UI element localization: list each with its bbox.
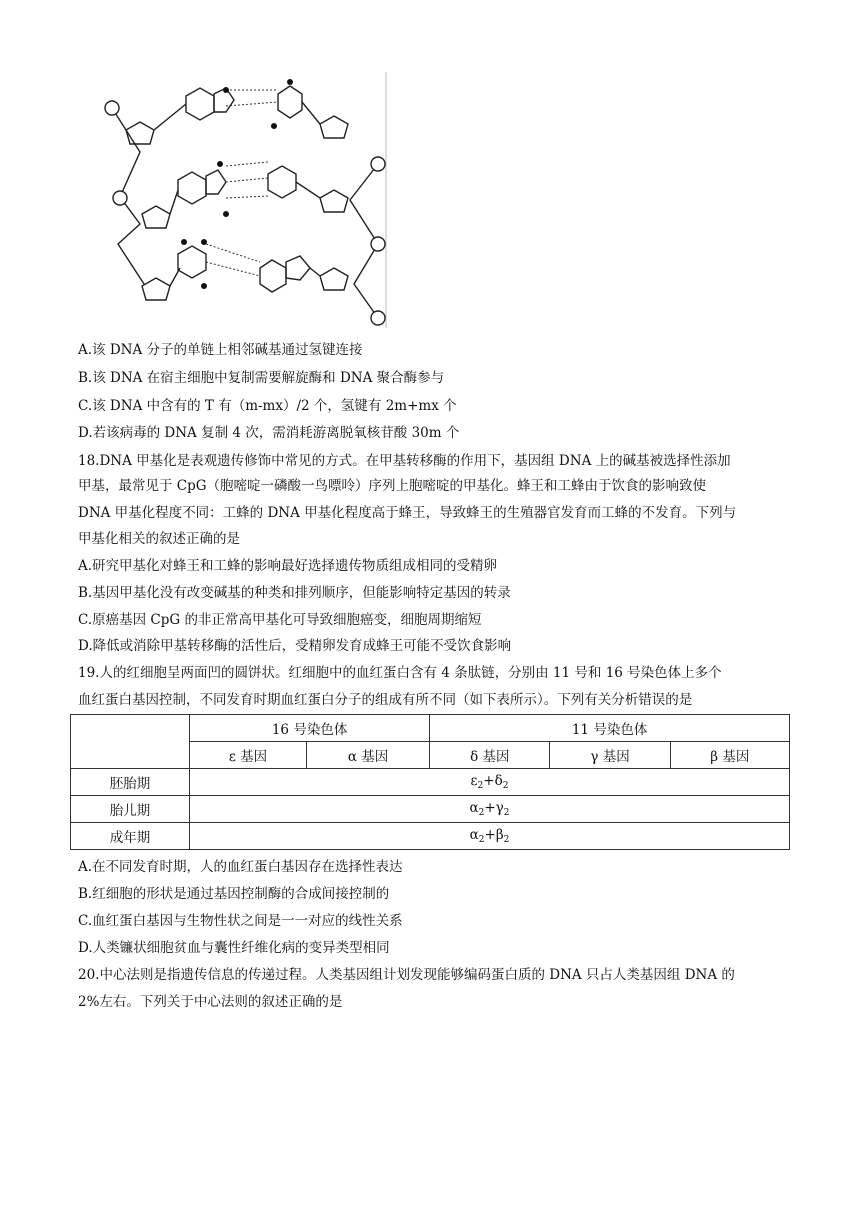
row-label-embryo: 胚胎期 xyxy=(71,769,190,796)
q19-stem-line-2: 血红蛋白基因控制，不同发育时期血红蛋白分子的组成有所不同（如下表所示）。下列有关分析错误的是 xyxy=(78,692,693,708)
q18-option-b: B.基因甲基化没有改变碱基的种类和排列顺序，但能影响特定基因的转录 xyxy=(78,585,511,601)
q20-stem-line-1: 20.中心法则是指遗传信息的传递过程。人类基因组计划发现能够编码蛋白质的 DNA 只占人类基因组 DNA 的 xyxy=(78,967,735,983)
q19-option-d: D.人类镰状细胞贫血与囊性纤维化病的变异类型相同 xyxy=(78,940,390,956)
plus: + xyxy=(484,827,496,843)
chain-sub: 2 xyxy=(477,781,484,791)
q20-stem-line-2: 2%左右。下列关于中心法则的叙述正确的是 xyxy=(78,994,343,1010)
gene-gamma: γ 基因 xyxy=(550,742,670,769)
chain-sub: 2 xyxy=(478,835,485,845)
table-corner-cell xyxy=(71,715,190,769)
table-row xyxy=(71,796,790,823)
q18-stem-line-4: 甲基化相关的叙述正确的是 xyxy=(78,531,240,547)
table-row xyxy=(71,769,790,796)
chain-a: α xyxy=(469,827,479,843)
gene-beta: β 基因 xyxy=(670,742,789,769)
chain-a: α xyxy=(469,800,479,816)
table-row xyxy=(71,823,790,850)
chain-sub: 2 xyxy=(503,835,510,845)
q19-option-c: C.血红蛋白基因与生物性状之间是一一对应的线性关系 xyxy=(78,913,403,929)
row-value-embryo xyxy=(190,769,790,796)
q19-stem-line-1: 19.人的红细胞呈两面凹的圆饼状。红细胞中的血红蛋白含有 4 条肽链，分别由 11 号和 16 号染色体上多个 xyxy=(78,665,722,681)
gene-delta: δ 基因 xyxy=(430,742,550,769)
row-label-adult: 成年期 xyxy=(71,823,190,850)
q17-option-c: C.该 DNA 中含有的 T 有（m-mx）/2 个，氢键有 2m+mx 个 xyxy=(78,398,457,414)
row-label-fetus: 胎儿期 xyxy=(71,796,190,823)
q18-stem-line-2: 甲基，最常见于 CpG（胞嘧啶一磷酸一鸟嘌呤）序列上胞嘧啶的甲基化。蜂王和工蜂由于饮食的影响致使 xyxy=(78,478,707,494)
dna-structure-figure xyxy=(100,72,390,328)
q19-option-b: B.红细胞的形状是通过基因控制酶的合成间接控制的 xyxy=(78,886,390,902)
chain-b: γ xyxy=(495,800,504,816)
q18-option-d: D.降低或消除甲基转移酶的活性后，受精卵发育成蜂王可能不受饮食影响 xyxy=(78,638,512,654)
plus: + xyxy=(484,800,496,816)
q18-stem-line-1: 18.DNA 甲基化是表观遗传修饰中常见的方式。在甲基转移酶的作用下，基因组 DNA 上的碱基被选择性添加 xyxy=(78,453,731,469)
chain-sub: 2 xyxy=(478,808,485,818)
q17-option-d: D.若该病毒的 DNA 复制 4 次，需消耗游离脱氧核苷酸 30m 个 xyxy=(78,425,460,441)
chain-b: δ xyxy=(494,773,503,789)
q17-option-a: A.该 DNA 分子的单链上相邻碱基通过氢键连接 xyxy=(78,342,363,358)
q17-option-b: B.该 DNA 在宿主细胞中复制需要解旋酶和 DNA 聚合酶参与 xyxy=(78,370,445,386)
q19-option-a: A.在不同发育时期，人的血红蛋白基因存在选择性表达 xyxy=(78,859,403,875)
header-chr16: 16 号染色体 xyxy=(190,715,430,742)
chain-b: β xyxy=(495,827,504,843)
q18-option-c: C.原癌基因 CpG 的非正常高甲基化可导致细胞癌变，细胞周期缩短 xyxy=(78,612,482,628)
chain-a: ε xyxy=(470,773,478,789)
hemoglobin-table xyxy=(70,714,790,850)
header-chr11: 11 号染色体 xyxy=(430,715,790,742)
q18-option-a: A.研究甲基化对蜂王和工蜂的影响最好选择遗传物质组成相同的受精卵 xyxy=(78,558,498,574)
gene-epsilon: ε 基因 xyxy=(190,742,307,769)
chain-sub: 2 xyxy=(502,781,509,791)
q18-stem-line-3: DNA 甲基化程度不同：工蜂的 DNA 甲基化程度高于蜂王，导致蜂王的生殖器官发育而工蜂的不发育。下列与 xyxy=(78,505,737,521)
plus: + xyxy=(483,773,495,789)
row-value-adult xyxy=(190,823,790,850)
gene-alpha: α 基因 xyxy=(306,742,429,769)
row-value-fetus xyxy=(190,796,790,823)
chain-sub: 2 xyxy=(503,808,510,818)
